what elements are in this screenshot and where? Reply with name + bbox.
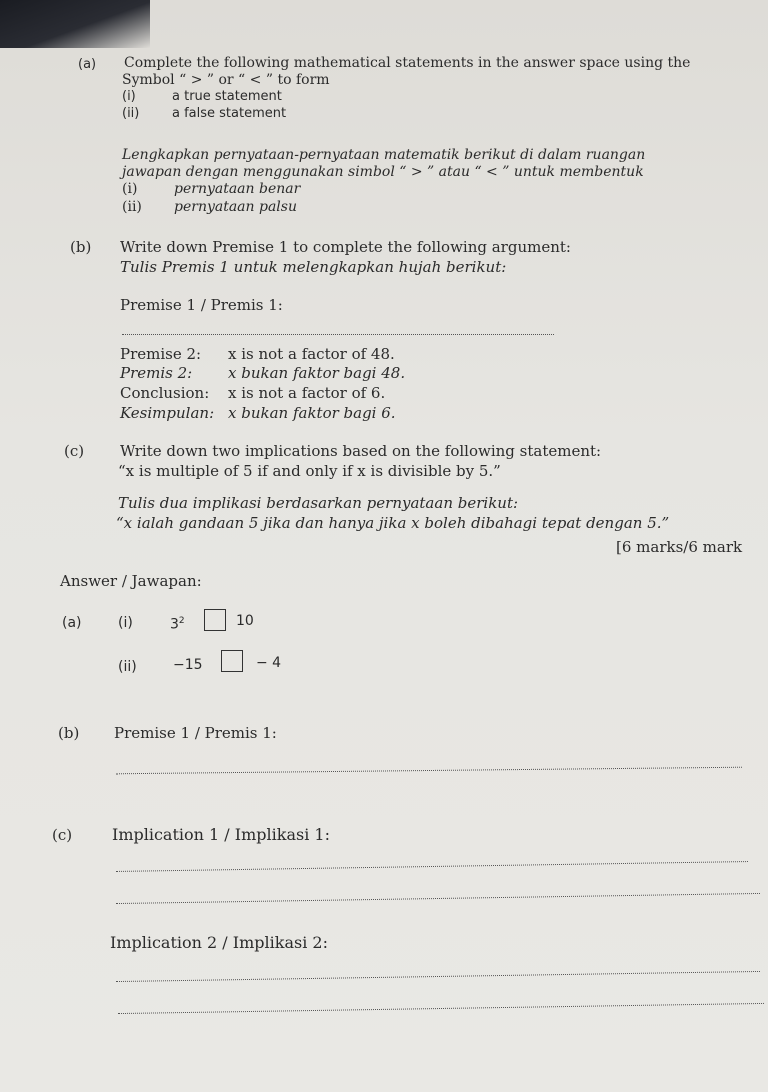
answer-c-implication1-label: Implication 1 / Implikasi 1: [112,825,330,844]
answer-c-implication2-label: Implication 2 / Implikasi 2: [110,933,328,952]
conclusion-value: x is not a factor of 6. [228,384,386,402]
question-b-premise1-label: Premise 1 / Premis 1: [120,296,283,314]
answer-c-label: (c) [52,826,73,844]
question-a-ms-item-ii-num: (ii) [122,199,142,215]
marks-label: [6 marks/6 mark [616,538,743,556]
answer-a-ii-left: −15 [173,657,203,673]
answer-a-i-num: (i) [118,615,133,631]
premis2-value: x bukan faktor bagi 48. [228,364,406,382]
question-b-premise1-line [122,334,554,335]
question-a-instruction-en-2: Symbol “ > ” or “ < ” to form [122,72,330,88]
answer-a-label: (a) [62,615,82,631]
answer-b-premise1-label: Premise 1 / Premis 1: [114,724,277,742]
premis2-key: Premis 2: [120,364,193,382]
question-c-label: (c) [64,442,85,460]
answer-a-i-right: 10 [236,613,254,629]
question-c-instruction-ms: Tulis dua implikasi berdasarkan pernyataan berikut: [118,494,519,512]
question-a-item-i-num: (i) [122,89,136,104]
answer-a-ii-num: (ii) [118,659,137,675]
answer-a-ii-right: − 4 [256,655,282,671]
question-a-item-ii-text: a false statement [172,106,287,121]
question-b-instruction-en: Write down Premise 1 to complete the following argument: [120,238,571,256]
answer-a-i-symbol-box[interactable] [204,609,226,631]
kesimpulan-key: Kesimpulan: [120,404,215,422]
question-a-instruction-ms-2: jawapan dengan menggunakan simbol “ > ” atau “ < ” untuk membentuk [122,164,644,180]
question-c-instruction-en: Write down two implications based on the following statement: [120,442,602,460]
question-c-statement-en: “x is multiple of 5 if and only if x is divisible by 5.” [118,462,501,480]
premise2-key: Premise 2: [120,345,202,363]
answer-a-ii-symbol-box[interactable] [221,650,243,672]
answer-b-label: (b) [58,724,80,742]
question-a-ms-item-ii-text: pernyataan palsu [174,199,297,215]
question-a-label: (a) [78,57,97,72]
answer-a-i-left: $3^2$ [170,616,185,633]
question-a-ms-item-i-num: (i) [122,181,138,197]
question-b-instruction-ms: Tulis Premis 1 untuk melengkapkan hujah berikut: [120,258,507,276]
question-a-instruction-en: Complete the following mathematical statements in the answer space using the [124,55,691,71]
kesimpulan-value: x bukan faktor bagi 6. [228,404,396,422]
background-edge [0,0,150,48]
conclusion-key: Conclusion: [120,384,210,402]
answer-heading: Answer / Jawapan: [60,572,202,590]
question-a-instruction-ms: Lengkapkan pernyataan-pernyataan matematik berikut di dalam ruangan [122,147,646,163]
question-a-item-ii-num: (ii) [122,106,140,121]
question-b-label: (b) [70,238,92,256]
premise2-value: x is not a factor of 48. [228,345,395,363]
question-a-item-i-text: a true statement [172,89,282,104]
question-a-ms-item-i-text: pernyataan benar [174,181,301,197]
question-c-statement-ms: “x ialah gandaan 5 jika dan hanya jika x boleh dibahagi tepat dengan 5.” [116,514,670,532]
